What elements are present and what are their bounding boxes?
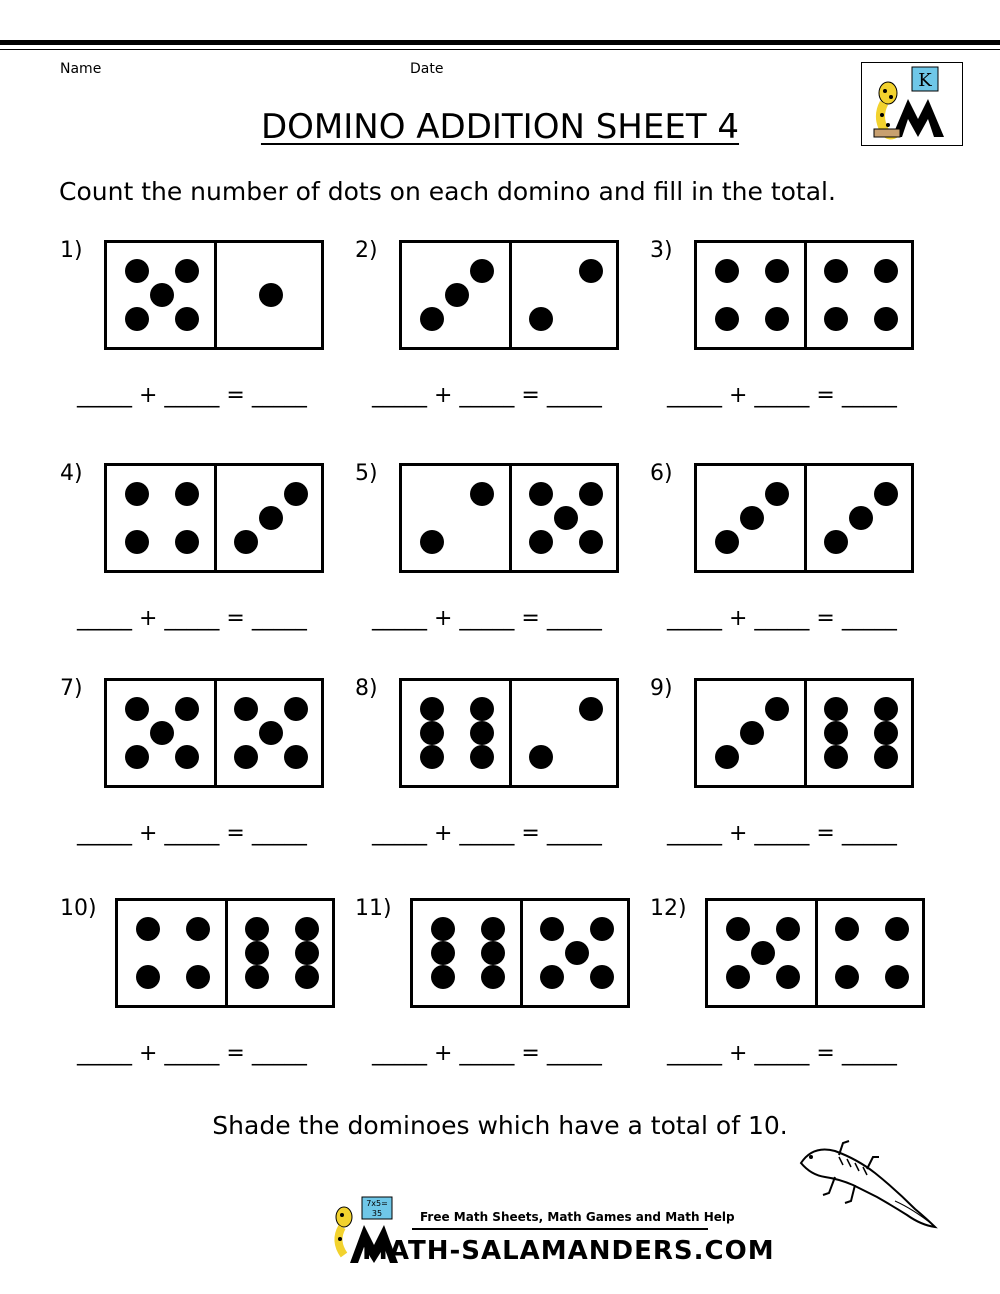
top-rule: [0, 40, 1000, 45]
domino-pip-left: [125, 307, 149, 331]
domino-pip-left: [136, 917, 160, 941]
domino-pip-left: [470, 745, 494, 769]
domino-pip-left: [776, 917, 800, 941]
domino-pip-right: [565, 941, 589, 965]
domino-pip-left: [470, 259, 494, 283]
domino-pip-right: [529, 307, 553, 331]
domino-pip-left: [186, 965, 210, 989]
domino-pip-right: [874, 745, 898, 769]
domino-divider: [509, 681, 512, 785]
domino-pip-left: [420, 697, 444, 721]
salamander-drawing-icon: [795, 1135, 940, 1235]
domino-2[interactable]: [399, 240, 619, 350]
domino-pip-right: [245, 941, 269, 965]
domino-pip-left: [175, 697, 199, 721]
domino-3[interactable]: [694, 240, 914, 350]
domino-pip-right: [885, 917, 909, 941]
domino-divider: [815, 901, 818, 1005]
domino-pip-left: [431, 917, 455, 941]
domino-pip-left: [715, 745, 739, 769]
answer-blanks[interactable]: _____ + _____ = _____: [77, 606, 307, 631]
page-title: DOMINO ADDITION SHEET 4: [260, 107, 740, 147]
answer-blanks[interactable]: _____ + _____ = _____: [667, 383, 897, 408]
domino-pip-left: [765, 482, 789, 506]
domino-pip-left: [150, 721, 174, 745]
domino-divider: [804, 681, 807, 785]
domino-pip-left: [186, 917, 210, 941]
domino-pip-left: [175, 530, 199, 554]
problem-number: 4): [60, 461, 83, 486]
answer-blanks[interactable]: _____ + _____ = _____: [77, 1041, 307, 1066]
problem-number: 8): [355, 676, 378, 701]
problem-number: 6): [650, 461, 673, 486]
domino-6[interactable]: [694, 463, 914, 573]
domino-divider: [214, 681, 217, 785]
domino-pip-right: [234, 745, 258, 769]
domino-pip-left: [740, 721, 764, 745]
domino-pip-right: [835, 917, 859, 941]
domino-7[interactable]: [104, 678, 324, 788]
domino-pip-left: [715, 530, 739, 554]
domino-pip-right: [540, 917, 564, 941]
domino-pip-right: [259, 283, 283, 307]
domino-9[interactable]: [694, 678, 914, 788]
domino-pip-left: [136, 965, 160, 989]
problem-number: 12): [650, 896, 687, 921]
domino-pip-left: [726, 965, 750, 989]
domino-pip-right: [284, 697, 308, 721]
domino-pip-left: [740, 506, 764, 530]
domino-divider: [520, 901, 523, 1005]
domino-pip-left: [715, 307, 739, 331]
domino-divider: [804, 466, 807, 570]
domino-pip-left: [125, 697, 149, 721]
domino-8[interactable]: [399, 678, 619, 788]
name-label: Name: [60, 61, 102, 77]
answer-blanks[interactable]: _____ + _____ = _____: [372, 821, 602, 846]
domino-pip-right: [824, 307, 848, 331]
top-rule-thin: [0, 49, 1000, 50]
problem-number: 1): [60, 238, 83, 263]
domino-pip-left: [715, 259, 739, 283]
domino-pip-right: [874, 307, 898, 331]
domino-pip-right: [824, 259, 848, 283]
problem-number: 2): [355, 238, 378, 263]
domino-divider: [214, 243, 217, 347]
domino-pip-right: [284, 745, 308, 769]
domino-pip-right: [824, 530, 848, 554]
domino-pip-left: [150, 283, 174, 307]
instructions: Count the number of dots on each domino and fill in the total.: [59, 177, 836, 206]
domino-pip-right: [835, 965, 859, 989]
footer-rule: [412, 1228, 708, 1230]
answer-blanks[interactable]: _____ + _____ = _____: [372, 383, 602, 408]
domino-pip-left: [125, 482, 149, 506]
answer-blanks[interactable]: _____ + _____ = _____: [372, 606, 602, 631]
domino-pip-right: [824, 697, 848, 721]
domino-pip-left: [125, 745, 149, 769]
domino-pip-left: [765, 307, 789, 331]
answer-blanks[interactable]: _____ + _____ = _____: [77, 821, 307, 846]
domino-pip-left: [470, 721, 494, 745]
domino-pip-left: [125, 259, 149, 283]
domino-divider: [214, 466, 217, 570]
domino-pip-right: [295, 941, 319, 965]
domino-pip-right: [529, 482, 553, 506]
domino-pip-left: [420, 307, 444, 331]
domino-pip-left: [445, 283, 469, 307]
domino-5[interactable]: [399, 463, 619, 573]
answer-blanks[interactable]: _____ + _____ = _____: [667, 606, 897, 631]
domino-pip-left: [481, 917, 505, 941]
domino-pip-right: [245, 965, 269, 989]
domino-pip-left: [175, 482, 199, 506]
footer-tagline: Free Math Sheets, Math Games and Math Help: [420, 1210, 735, 1224]
domino-pip-left: [431, 965, 455, 989]
domino-pip-left: [776, 965, 800, 989]
problem-number: 11): [355, 896, 392, 921]
domino-pip-left: [125, 530, 149, 554]
domino-pip-right: [540, 965, 564, 989]
domino-pip-right: [885, 965, 909, 989]
domino-pip-left: [751, 941, 775, 965]
domino-pip-right: [259, 506, 283, 530]
domino-pip-right: [579, 259, 603, 283]
domino-pip-left: [481, 965, 505, 989]
domino-pip-right: [259, 721, 283, 745]
domino-pip-right: [295, 917, 319, 941]
domino-pip-right: [849, 506, 873, 530]
domino-pip-right: [284, 482, 308, 506]
domino-pip-left: [175, 307, 199, 331]
domino-pip-right: [245, 917, 269, 941]
domino-pip-right: [824, 745, 848, 769]
answer-blanks[interactable]: _____ + _____ = _____: [667, 821, 897, 846]
domino-pip-left: [470, 482, 494, 506]
domino-divider: [804, 243, 807, 347]
domino-divider: [509, 243, 512, 347]
domino-pip-right: [874, 697, 898, 721]
domino-10[interactable]: [115, 898, 335, 1008]
answer-blanks[interactable]: _____ + _____ = _____: [667, 1041, 897, 1066]
problem-number: 10): [60, 896, 97, 921]
domino-divider: [509, 466, 512, 570]
domino-pip-left: [481, 941, 505, 965]
domino-pip-left: [765, 259, 789, 283]
domino-pip-right: [529, 530, 553, 554]
date-label: Date: [410, 61, 444, 77]
domino-pip-right: [529, 745, 553, 769]
footer-site: MATH-SALAMANDERS.COM: [362, 1236, 775, 1266]
domino-pip-left: [765, 697, 789, 721]
domino-pip-left: [420, 721, 444, 745]
domino-pip-right: [874, 259, 898, 283]
domino-pip-right: [295, 965, 319, 989]
domino-pip-left: [175, 745, 199, 769]
logo-letter: K: [918, 70, 932, 91]
domino-pip-right: [579, 530, 603, 554]
domino-pip-left: [175, 259, 199, 283]
domino-pip-left: [726, 917, 750, 941]
domino-pip-right: [590, 965, 614, 989]
problem-number: 7): [60, 676, 83, 701]
domino-11[interactable]: [410, 898, 630, 1008]
domino-pip-left: [420, 530, 444, 554]
domino-pip-left: [431, 941, 455, 965]
svg-text:7x5=: 7x5=: [366, 1199, 388, 1208]
domino-pip-right: [824, 721, 848, 745]
problem-number: 3): [650, 238, 673, 263]
problem-number: 9): [650, 676, 673, 701]
domino-pip-right: [874, 721, 898, 745]
footer-instruction: Shade the dominoes which have a total of 10.: [212, 1111, 788, 1140]
domino-pip-right: [234, 697, 258, 721]
svg-text:35: 35: [371, 1209, 383, 1218]
domino-12[interactable]: [705, 898, 925, 1008]
domino-pip-right: [579, 697, 603, 721]
answer-blanks[interactable]: _____ + _____ = _____: [77, 383, 307, 408]
domino-pip-left: [420, 745, 444, 769]
answer-blanks[interactable]: _____ + _____ = _____: [372, 1041, 602, 1066]
domino-1[interactable]: [104, 240, 324, 350]
domino-4[interactable]: [104, 463, 324, 573]
domino-pip-left: [470, 697, 494, 721]
domino-divider: [225, 901, 228, 1005]
domino-pip-right: [554, 506, 578, 530]
problem-number: 5): [355, 461, 378, 486]
domino-pip-right: [874, 482, 898, 506]
domino-pip-right: [234, 530, 258, 554]
domino-pip-right: [579, 482, 603, 506]
domino-pip-right: [590, 917, 614, 941]
